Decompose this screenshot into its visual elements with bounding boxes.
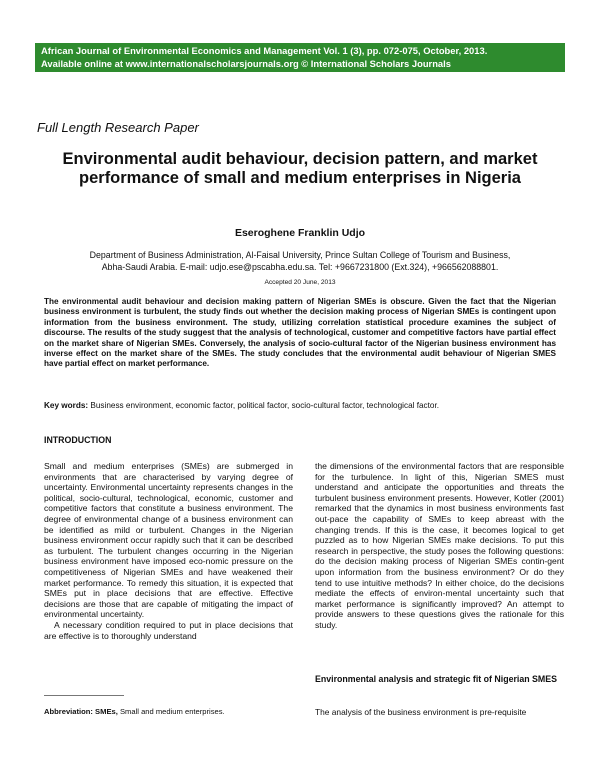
affiliation-line-1: Department of Business Administration, Al-Faisal University, Prince Sultan College of Tourism and Business, — [89, 250, 511, 260]
column-right — [315, 461, 564, 631]
abbreviation-text: Small and medium enterprises. — [119, 707, 225, 716]
section2-first-line: The analysis of the business environment is pre-requisite — [315, 707, 527, 717]
introduction-heading: INTRODUCTION — [44, 435, 112, 445]
intro-paragraph-3: the dimensions of the environmental factors that are responsible for the turbulence. In light of this, Nigerian SMES must understand and anticipate the opportunities and threats the turbulent business environment presents. However, Kotler (2001) remarked that the dynamics in most business environments fast out-pace the capability of SMEs to keep abreast with the changing trends. If this is the case, it becomes logical to get puzzled as to how Nigerian SMEs make decisions. To put this research in perspective, the study poses the following questions: do the decision making process of Nigerian SMEs contin-gent upon information from the business environment? Or do they tend to use intuitive methods? In either choice, do the decisions mediate the effects of environ-mental uncertainty such that market performance is significantly improved? An attempt to provide answers to these questions gives the rationale for this study. — [315, 461, 564, 630]
journal-banner — [35, 43, 565, 72]
affiliation-line-2: Abha-Saudi Arabia. E-mail: udjo.ese@pscabha.edu.sa. Tel: +9667231800 (Ext.324), +966562088801. — [101, 262, 499, 272]
abbreviation-footnote — [44, 707, 225, 716]
keywords-label: Key words: — [44, 401, 89, 410]
section2-heading: Environmental analysis and strategic fit of Nigerian SMES — [315, 674, 557, 684]
intro-paragraph-1: Small and medium enterprises (SMEs) are submerged in environments that are characterised by varying degree of uncertainty. Environmental uncertainty represents changes in the political, socio-cultural, technological, economic, customer and competitive factors that constitute a business environment. The degree of environmental change of a business environment can be identified as mild or turbulent. Changes in the Nigerian business environment occur rapidly such that it can be described as turbulent. The turbulent changes occurring in the Nigerian business environment have imposed eco-nomic pressure on the competitiveness of Nigerian SMEs and have weakened their market performance. To remedy this situation, it is expected that SMEs put in place decisions that are effective. Effective decisions are those that are capable of mitigating the impact of environmental uncertainty. — [44, 461, 293, 620]
author-name: Eseroghene Franklin Udjo — [234, 227, 366, 239]
paper-title: Environmental audit behaviour, decision pattern, and market performance of small and medium enterprises in Nigeria — [62, 150, 538, 187]
paper-type: Full Length Research Paper — [37, 120, 199, 135]
intro-paragraph-2: A necessary condition required to put in place decisions that are effective is to thoroughly understand — [44, 619, 293, 641]
availability-line: Available online at www.internationalscholarsjournals.org © International Scholars Journals — [41, 57, 451, 69]
column-left — [44, 461, 293, 641]
footnote-rule — [44, 695, 124, 696]
accepted-date: Accepted 20 June, 2013 — [264, 279, 336, 286]
keywords — [44, 401, 564, 410]
abstract: The environmental audit behaviour and decision making pattern of Nigerian SMEs is obscure. Given the fact that the Nigerian business environment is turbulent, the study finds out whether the decision making process of Nigerian SMEs is contingent upon information from the business environment. The study, utilizing correlation statistical procedure examines the subject of discourse. The results of the study suggest that the analysis of technological, customer and competitive factors have partial effect on the market share of Nigerian SMEs. Conversely, the analysis of socio-cultural factor of the Nigerian business environment has inverse effect on the market share of the SMEs. The study concludes that the environmental audit behaviour of Nigerian SMES have partial effect on market performance. — [44, 297, 556, 369]
keywords-text: Business environment, economic factor, political factor, socio-cultural factor, technological factor. — [90, 401, 440, 410]
affiliation — [35, 249, 565, 273]
abbreviation-label: Abbreviation: SMEs, — [44, 707, 118, 716]
journal-citation: African Journal of Environmental Economics and Management Vol. 1 (3), pp. 072-075, October, 2013. — [41, 45, 488, 56]
